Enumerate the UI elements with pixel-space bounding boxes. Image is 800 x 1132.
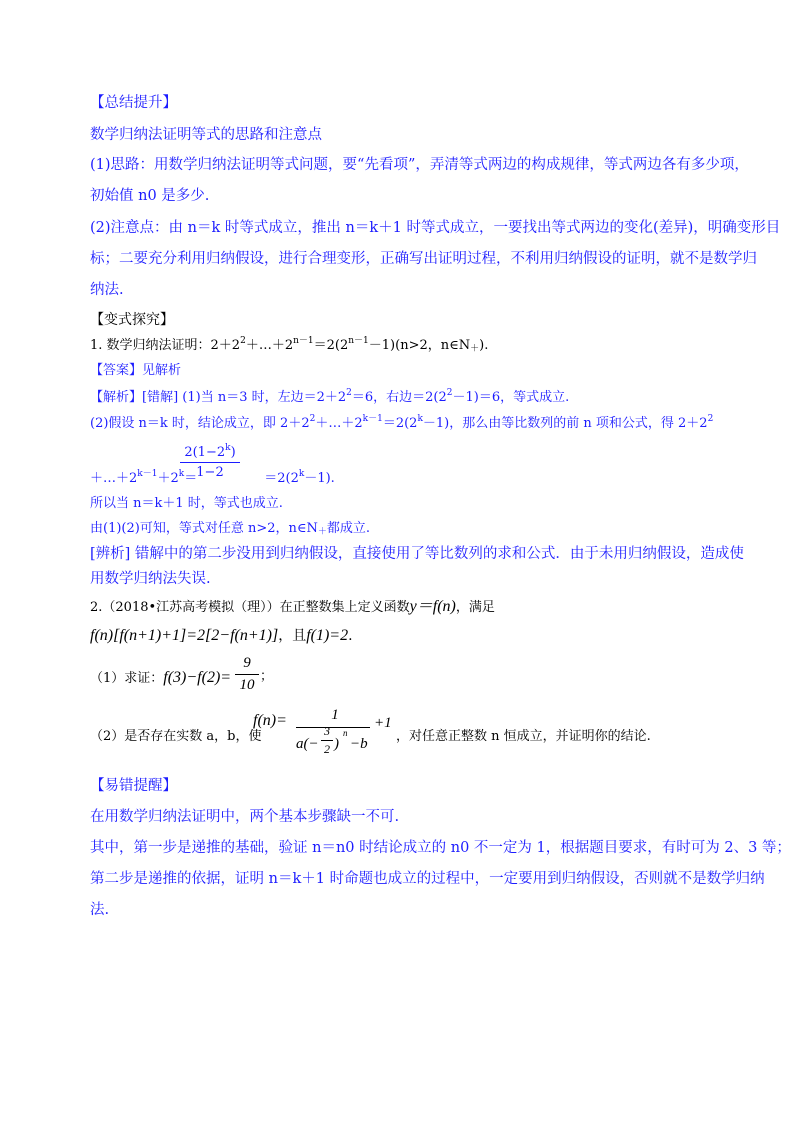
part-2-fraction-numerator: 1 (331, 707, 339, 723)
analysis-fraction-numerator: $2(1-2^k)$ (184, 443, 236, 460)
part-2-plus-one: +1 (374, 715, 392, 731)
part-2-inner-denominator: 2 (324, 742, 330, 756)
part-1-fraction-denominator: 10 (239, 677, 255, 693)
part-1-fraction-numerator: 9 (243, 655, 251, 671)
analysis-fraction-bar (180, 462, 240, 463)
reminder-line-4: 法. (90, 902, 110, 918)
analysis-fraction-denominator: 1−2 (196, 465, 224, 480)
answer-line: 【答案】见解析 (90, 363, 182, 378)
question-2-part-2-tail: ，对任意正整数 n 恒成立，并证明你的结论. (396, 729, 651, 744)
reminder-line-1: 在用数学归纳法证明中，两个基本步骤缺一不可. (90, 809, 400, 825)
analysis-line-3: $+\dots+2^{k-1}+2^k= =2(2^k-1)$. (90, 469, 335, 486)
part-2-exponent: n (343, 728, 348, 738)
analysis-line-1: 【解析】[错解] (1)当 n＝3 时，左边$=2+2^2=6$，右边$=2(2^2-1)=6$，等式成立. (90, 388, 570, 405)
reminder-line-3: 第二步是递推的依据，证明 n＝k＋1 时命题也成立的过程中，一定要用到归纳假设，否则就不是数学归纳 (90, 871, 765, 887)
question-2-line-2: f(n)[f(n+1)+1]=2[2−f(n+1)]，且f(1)=2. (90, 627, 353, 644)
part-2-inner-bar (321, 740, 333, 741)
summary-p2-line1: (2)注意点：由 n＝k 时等式成立，推出 n＝k＋1 时等式成立，一要找出等式两边的变化(差异)，明确变形目 (90, 220, 781, 236)
part-2-inner-numerator: 3 (324, 724, 330, 738)
part-1-fraction-bar (235, 674, 259, 675)
part-2-fraction-bar (296, 727, 370, 728)
discrimination-line-2: 用数学归纳法失误. (90, 571, 211, 587)
analysis-line-2: (2)假设 n＝k 时，结论成立，即 $2+2^2+\dots+2^{k-1}=2(2^k-1)$，那么由等比数列的前 n 项和公式，得 $2+2^2$ (90, 414, 714, 431)
summary-p1-line1: (1)思路：用数学归纳法证明等式问题，要“先看项”，弄清等式两边的构成规律，等式两边各有多少项， (90, 157, 749, 173)
question-2-line-1: 2.（2018•江苏高考模拟（理））在正整数集上定义函数y＝f(n)，满足 (90, 598, 495, 615)
analysis-line-5: 由(1)(2)可知，等式对任意 n>2，$n\in N_+$都成立. (90, 521, 371, 537)
variant-heading: 【变式探究】 (90, 312, 174, 328)
part-2-denominator-c: −b (350, 736, 368, 752)
discrimination-line-1: [辨析] 错解中的第二步没用到归纳假设，直接使用了等比数列的求和公式．由于未用归纳假设，造成使 (90, 546, 744, 562)
analysis-line-4: 所以当 n＝k＋1 时，等式也成立. (90, 496, 283, 511)
summary-title: 数学归纳法证明等式的思路和注意点 (90, 127, 322, 143)
summary-p2-line2: 标；二要充分利用归纳假设，进行合理变形，正确写出证明过程，不利用归纳假设的证明，就不是数学归 (90, 251, 757, 267)
summary-p1-line2: 初始值 n0 是多少. (90, 188, 210, 204)
question-2-part-2-lead: （2）是否存在实数 a，b，使 (90, 729, 262, 744)
part-2-lhs: f(n)= (253, 712, 287, 729)
summary-p2-line3: 纳法. (90, 282, 124, 298)
summary-heading: 【总结提升】 (90, 95, 177, 111)
reminder-heading: 【易错提醒】 (90, 778, 177, 794)
question-2-part-1: （1）求证：f(3)−f(2)= (90, 669, 232, 686)
part-2-denominator-b: ) (334, 736, 339, 752)
part-1-end: ； (260, 669, 274, 684)
question-1: 1. 数学归纳法证明：$2+2^2+\dots+2^{n-1}=2(2^{n-1}-1)(n>2$，$n\in N_+$). (90, 336, 489, 354)
reminder-line-2: 其中，第一步是递推的基础，验证 n＝n0 时结论成立的 n0 不一定为 1，根据题目要求，有时可为 2、3 等； (90, 840, 791, 856)
part-2-denominator-a: a(− (296, 736, 319, 752)
